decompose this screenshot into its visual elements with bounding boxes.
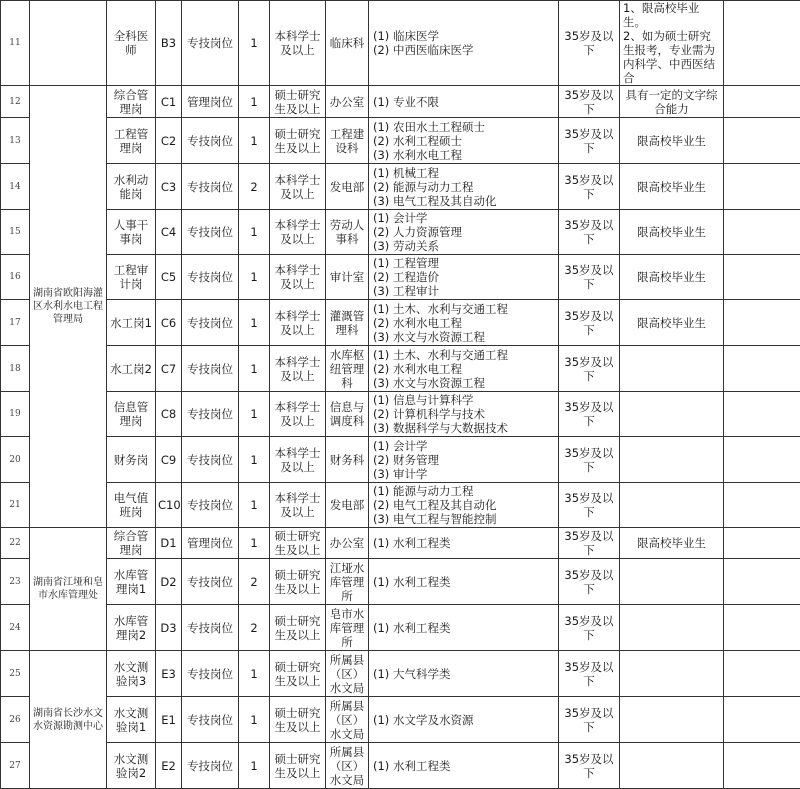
department: 江垭水库管理所 — [326, 559, 369, 605]
table-row — [1, 300, 800, 346]
department: 财务科 — [326, 437, 369, 483]
note: 限高校毕业生 — [620, 528, 724, 559]
row-number: 22 — [1, 528, 30, 559]
post-type: 专技岗位 — [182, 118, 239, 164]
major-item: (3) 水文与水资源工程 — [373, 376, 556, 390]
major-item: (1) 专业不限 — [373, 95, 556, 109]
age-limit: 35岁及以下 — [559, 164, 620, 210]
major-item: (2) 能源与动力工程 — [373, 180, 556, 194]
major-item: (1) 会计学 — [373, 439, 556, 453]
education: 本科学士及以上 — [270, 1, 326, 86]
row-number: 12 — [1, 86, 30, 118]
education: 硕士研究生及以上 — [270, 528, 326, 559]
unit-name: 湖南省长沙水文水资源勘测中心 — [32, 707, 104, 733]
department: 所属县（区）水文局 — [326, 743, 369, 789]
post-name: 水文测验岗2 — [107, 743, 156, 789]
age-limit: 35岁及以下 — [559, 346, 620, 392]
major-item: (2) 中西医临床医学 — [373, 43, 556, 57]
row-number: 14 — [1, 164, 30, 210]
post-type: 管理岗位 — [182, 528, 239, 559]
age-limit: 35岁及以下 — [559, 559, 620, 605]
hire-count: 1 — [239, 300, 270, 346]
post-code: E3 — [156, 651, 182, 697]
hire-count: 1 — [239, 255, 270, 300]
empty-cell — [724, 483, 800, 528]
note — [620, 346, 724, 392]
table-row — [1, 118, 800, 164]
major-item: (1) 大气科学类 — [373, 667, 556, 681]
table-row — [1, 86, 800, 118]
age-limit: 35岁及以下 — [559, 651, 620, 697]
majors — [369, 483, 559, 528]
row-number: 20 — [1, 437, 30, 483]
row-number: 13 — [1, 118, 30, 164]
major-item: (3) 水文与水资源工程 — [373, 330, 556, 344]
age-limit: 35岁及以下 — [559, 743, 620, 789]
post-code: D1 — [156, 528, 182, 559]
post-name: 水库管理岗1 — [107, 559, 156, 605]
post-code: C7 — [156, 346, 182, 392]
majors — [369, 210, 559, 255]
majors — [369, 392, 559, 437]
post-type: 专技岗位 — [182, 392, 239, 437]
table-row — [1, 164, 800, 210]
post-code: C1 — [156, 86, 182, 118]
age-limit: 35岁及以下 — [559, 528, 620, 559]
major-item: (2) 工程造价 — [373, 270, 556, 284]
post-name: 信息管理岗 — [107, 392, 156, 437]
post-name: 水利动能岗 — [107, 164, 156, 210]
unit-name: 湖南省江垭和皂市水库管理处 — [32, 576, 104, 602]
post-name: 综合管理岗 — [107, 528, 156, 559]
post-code: B3 — [156, 1, 182, 86]
department: 发电部 — [326, 483, 369, 528]
majors — [369, 300, 559, 346]
post-type: 专技岗位 — [182, 605, 239, 651]
department: 所属县（区）水文局 — [326, 651, 369, 697]
hire-count: 2 — [239, 605, 270, 651]
majors — [369, 164, 559, 210]
department: 工程建设科 — [326, 118, 369, 164]
table-row — [1, 1, 800, 86]
post-code: D2 — [156, 559, 182, 605]
major-item: (3) 劳动关系 — [373, 239, 556, 253]
post-code: C10 — [156, 483, 182, 528]
education: 本科学士及以上 — [270, 346, 326, 392]
row-number: 17 — [1, 300, 30, 346]
post-name: 人事干事岗 — [107, 210, 156, 255]
table-body — [1, 1, 800, 789]
post-name: 财务岗 — [107, 437, 156, 483]
row-number: 16 — [1, 255, 30, 300]
row-number: 24 — [1, 605, 30, 651]
major-item: (3) 审计学 — [373, 467, 556, 481]
major-item: (1) 机械工程 — [373, 166, 556, 180]
note — [620, 392, 724, 437]
note — [620, 697, 724, 743]
major-item: (2) 电气工程及其自动化 — [373, 498, 556, 512]
hire-count: 1 — [239, 346, 270, 392]
education: 硕士研究生及以上 — [270, 651, 326, 697]
hire-count: 1 — [239, 528, 270, 559]
post-name: 综合管理岗 — [107, 86, 156, 118]
education: 硕士研究生及以上 — [270, 86, 326, 118]
note: 具有一定的文字综合能力 — [620, 86, 724, 118]
note — [620, 651, 724, 697]
post-type: 专技岗位 — [182, 164, 239, 210]
table-row — [1, 210, 800, 255]
note: 限高校毕业生 — [620, 300, 724, 346]
age-limit: 35岁及以下 — [559, 210, 620, 255]
row-number: 23 — [1, 559, 30, 605]
major-item: (1) 能源与动力工程 — [373, 484, 556, 498]
post-code: D3 — [156, 605, 182, 651]
empty-cell — [724, 1, 800, 86]
major-item: (3) 水利水电工程 — [373, 148, 556, 162]
empty-cell — [724, 86, 800, 118]
empty-cell — [724, 605, 800, 651]
major-item: (2) 水利水电工程 — [373, 362, 556, 376]
unit-cell — [30, 86, 107, 528]
table-row — [1, 605, 800, 651]
majors — [369, 528, 559, 559]
row-number: 21 — [1, 483, 30, 528]
table-row — [1, 346, 800, 392]
hire-count: 1 — [239, 86, 270, 118]
post-type: 专技岗位 — [182, 651, 239, 697]
education: 硕士研究生及以上 — [270, 697, 326, 743]
table-row — [1, 651, 800, 697]
note — [620, 1, 724, 86]
note — [620, 743, 724, 789]
major-item: (1) 水利工程类 — [373, 759, 556, 773]
note: 限高校毕业生 — [620, 210, 724, 255]
department: 皂市水库管理所 — [326, 605, 369, 651]
unit-name: 湖南省欧阳海灌区水利水电工程管理局 — [32, 287, 104, 326]
empty-cell — [724, 743, 800, 789]
majors — [369, 559, 559, 605]
majors — [369, 118, 559, 164]
post-name: 水文测验岗3 — [107, 651, 156, 697]
department: 发电部 — [326, 164, 369, 210]
age-limit: 35岁及以下 — [559, 1, 620, 86]
post-type: 专技岗位 — [182, 300, 239, 346]
department: 劳动人事科 — [326, 210, 369, 255]
note — [620, 605, 724, 651]
majors — [369, 86, 559, 118]
post-code: C2 — [156, 118, 182, 164]
post-name: 工程审计岗 — [107, 255, 156, 300]
age-limit: 35岁及以下 — [559, 118, 620, 164]
major-item: (1) 临床医学 — [373, 29, 556, 43]
table-row — [1, 559, 800, 605]
major-item: (2) 人力资源管理 — [373, 225, 556, 239]
empty-cell — [724, 697, 800, 743]
post-type: 专技岗位 — [182, 210, 239, 255]
post-type: 管理岗位 — [182, 86, 239, 118]
hire-count: 1 — [239, 1, 270, 86]
table-row — [1, 743, 800, 789]
age-limit: 35岁及以下 — [559, 86, 620, 118]
hire-count: 2 — [239, 559, 270, 605]
major-item: (1) 水利工程类 — [373, 575, 556, 589]
note-text: 1、限高校毕业生。 2、如为硕士研究生报考，专业需为内科学、中西医结合 — [623, 1, 721, 85]
department: 审计室 — [326, 255, 369, 300]
hire-count: 1 — [239, 743, 270, 789]
education: 本科学士及以上 — [270, 392, 326, 437]
major-item: (1) 土木、水利与交通工程 — [373, 348, 556, 362]
post-code: C8 — [156, 392, 182, 437]
post-type: 专技岗位 — [182, 697, 239, 743]
department: 信息与调度科 — [326, 392, 369, 437]
age-limit: 35岁及以下 — [559, 300, 620, 346]
age-limit: 35岁及以下 — [559, 437, 620, 483]
education: 本科学士及以上 — [270, 164, 326, 210]
empty-cell — [724, 300, 800, 346]
post-type: 专技岗位 — [182, 437, 239, 483]
education: 硕士研究生及以上 — [270, 559, 326, 605]
post-code: C4 — [156, 210, 182, 255]
education: 本科学士及以上 — [270, 210, 326, 255]
row-number: 19 — [1, 392, 30, 437]
major-item: (1) 土木、水利与交通工程 — [373, 302, 556, 316]
post-name: 工程管理岗 — [107, 118, 156, 164]
majors — [369, 651, 559, 697]
major-item: (3) 数据科学与大数据技术 — [373, 421, 556, 435]
row-number: 18 — [1, 346, 30, 392]
major-item: (1) 工程管理 — [373, 256, 556, 270]
hire-count: 1 — [239, 697, 270, 743]
hire-count: 1 — [239, 483, 270, 528]
age-limit: 35岁及以下 — [559, 255, 620, 300]
majors — [369, 346, 559, 392]
empty-cell — [724, 392, 800, 437]
empty-cell — [724, 164, 800, 210]
major-item: (2) 财务管理 — [373, 453, 556, 467]
education: 本科学士及以上 — [270, 437, 326, 483]
table-row — [1, 437, 800, 483]
education: 本科学士及以上 — [270, 300, 326, 346]
hire-count: 1 — [239, 210, 270, 255]
post-name: 水文测验岗1 — [107, 697, 156, 743]
age-limit: 35岁及以下 — [559, 392, 620, 437]
major-item: (3) 工程审计 — [373, 284, 556, 298]
majors — [369, 437, 559, 483]
post-type: 专技岗位 — [182, 255, 239, 300]
education: 硕士研究生及以上 — [270, 118, 326, 164]
department: 水库枢纽管理科 — [326, 346, 369, 392]
post-type: 专技岗位 — [182, 743, 239, 789]
empty-cell — [724, 437, 800, 483]
table-row — [1, 528, 800, 559]
note — [620, 437, 724, 483]
department: 办公室 — [326, 86, 369, 118]
row-number: 11 — [1, 1, 30, 86]
age-limit: 35岁及以下 — [559, 605, 620, 651]
hire-count: 1 — [239, 118, 270, 164]
table-row — [1, 392, 800, 437]
post-type: 专技岗位 — [182, 559, 239, 605]
note: 限高校毕业生 — [620, 164, 724, 210]
empty-cell — [724, 346, 800, 392]
post-type: 专技岗位 — [182, 1, 239, 86]
post-name: 水库管理岗2 — [107, 605, 156, 651]
note — [620, 559, 724, 605]
hire-count: 2 — [239, 164, 270, 210]
table-row — [1, 255, 800, 300]
note: 限高校毕业生 — [620, 118, 724, 164]
note — [620, 483, 724, 528]
post-name: 电气值班岗 — [107, 483, 156, 528]
hire-count: 1 — [239, 437, 270, 483]
empty-cell — [724, 559, 800, 605]
post-name: 水工岗1 — [107, 300, 156, 346]
post-code: E1 — [156, 697, 182, 743]
major-item: (1) 会计学 — [373, 211, 556, 225]
note: 限高校毕业生 — [620, 255, 724, 300]
empty-cell — [724, 210, 800, 255]
row-number: 25 — [1, 651, 30, 697]
row-number: 27 — [1, 743, 30, 789]
table-row — [1, 483, 800, 528]
major-item: (1) 信息与计算科学 — [373, 393, 556, 407]
post-code: C3 — [156, 164, 182, 210]
department: 灌溉管理科 — [326, 300, 369, 346]
department: 所属县（区）水文局 — [326, 697, 369, 743]
hire-count: 1 — [239, 392, 270, 437]
unit-cell — [30, 1, 107, 86]
row-number: 26 — [1, 697, 30, 743]
education: 本科学士及以上 — [270, 483, 326, 528]
majors — [369, 605, 559, 651]
major-item: (3) 电气工程及其自动化 — [373, 194, 556, 208]
major-item: (3) 电气工程与智能控制 — [373, 512, 556, 526]
empty-cell — [724, 651, 800, 697]
post-type: 专技岗位 — [182, 483, 239, 528]
education: 本科学士及以上 — [270, 255, 326, 300]
post-code: C9 — [156, 437, 182, 483]
major-item: (2) 水利水电工程 — [373, 316, 556, 330]
education: 硕士研究生及以上 — [270, 743, 326, 789]
department: 办公室 — [326, 528, 369, 559]
major-item: (1) 水利工程类 — [373, 536, 556, 550]
post-code: C6 — [156, 300, 182, 346]
post-code: E2 — [156, 743, 182, 789]
post-code: C5 — [156, 255, 182, 300]
hire-count: 1 — [239, 651, 270, 697]
empty-cell — [724, 118, 800, 164]
post-type: 专技岗位 — [182, 346, 239, 392]
major-item: (1) 水利工程类 — [373, 621, 556, 635]
age-limit: 35岁及以下 — [559, 483, 620, 528]
post-name: 全科医师 — [107, 1, 156, 86]
majors — [369, 255, 559, 300]
post-name: 水工岗2 — [107, 346, 156, 392]
age-limit: 35岁及以下 — [559, 697, 620, 743]
unit-cell — [30, 651, 107, 789]
majors — [369, 743, 559, 789]
empty-cell — [724, 528, 800, 559]
major-item: (2) 计算机科学与技术 — [373, 407, 556, 421]
row-number: 15 — [1, 210, 30, 255]
unit-cell — [30, 528, 107, 651]
empty-cell — [724, 255, 800, 300]
major-item: (2) 水利工程硕士 — [373, 134, 556, 148]
table-row — [1, 697, 800, 743]
majors — [369, 1, 559, 86]
major-item: (1) 农田水土工程硕士 — [373, 120, 556, 134]
major-item: (1) 水文学及水资源 — [373, 713, 556, 727]
education: 硕士研究生及以上 — [270, 605, 326, 651]
majors — [369, 697, 559, 743]
department: 临床科 — [326, 1, 369, 86]
